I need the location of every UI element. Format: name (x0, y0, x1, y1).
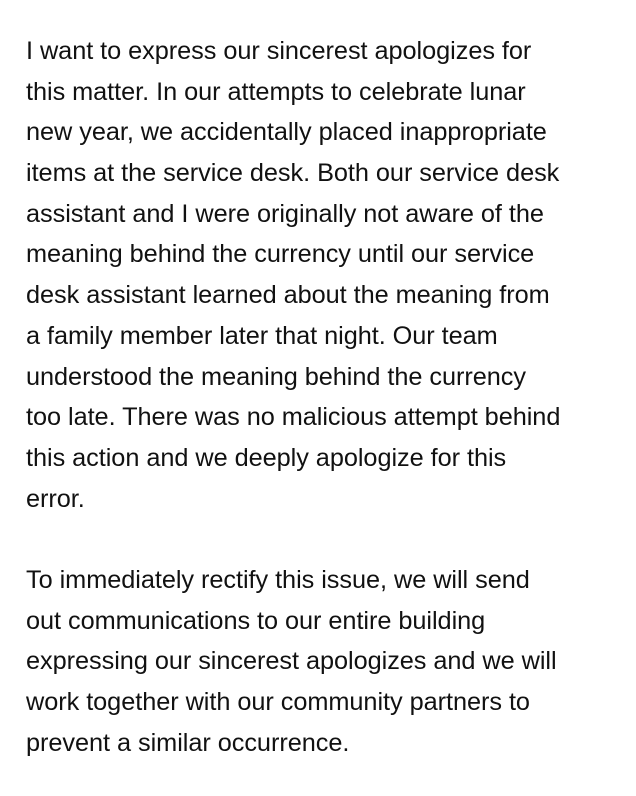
text-line: out communications to our entire building (26, 606, 486, 635)
text-line: I want to express our sincerest apologizes for (26, 37, 532, 65)
text-line: error. (26, 484, 85, 513)
text-line: prevent a similar occurrence. (26, 728, 350, 757)
text-line: work together with our community partners to (26, 688, 530, 716)
text-line: too late. There was no malicious attempt behind (26, 403, 561, 432)
text-line: To immediately rectify this issue, we will send (26, 565, 530, 594)
paragraph-remedy (26, 560, 626, 763)
text-line: this matter. In our attempts to celebrate lunar (26, 77, 526, 106)
text-line: this action and we deeply apologize for this (26, 443, 507, 472)
text-line: assistant and I were originally not aware of the (26, 199, 544, 228)
text-line: understood the meaning behind the currency (26, 362, 526, 391)
text-line: meaning behind the currency until our service (26, 240, 535, 269)
paragraph-apology (26, 31, 626, 519)
text-line: expressing our sincerest apologizes and we will (26, 647, 557, 676)
text-line: new year, we accidentally placed inappropriate (26, 118, 547, 147)
text-line: desk assistant learned about the meaning from (26, 281, 550, 310)
apology-statement (26, 31, 626, 763)
text-line: a family member later that night. Our team (26, 321, 498, 350)
paragraph-spacer (26, 519, 626, 560)
text-line: items at the service desk. Both our service desk (26, 159, 560, 188)
